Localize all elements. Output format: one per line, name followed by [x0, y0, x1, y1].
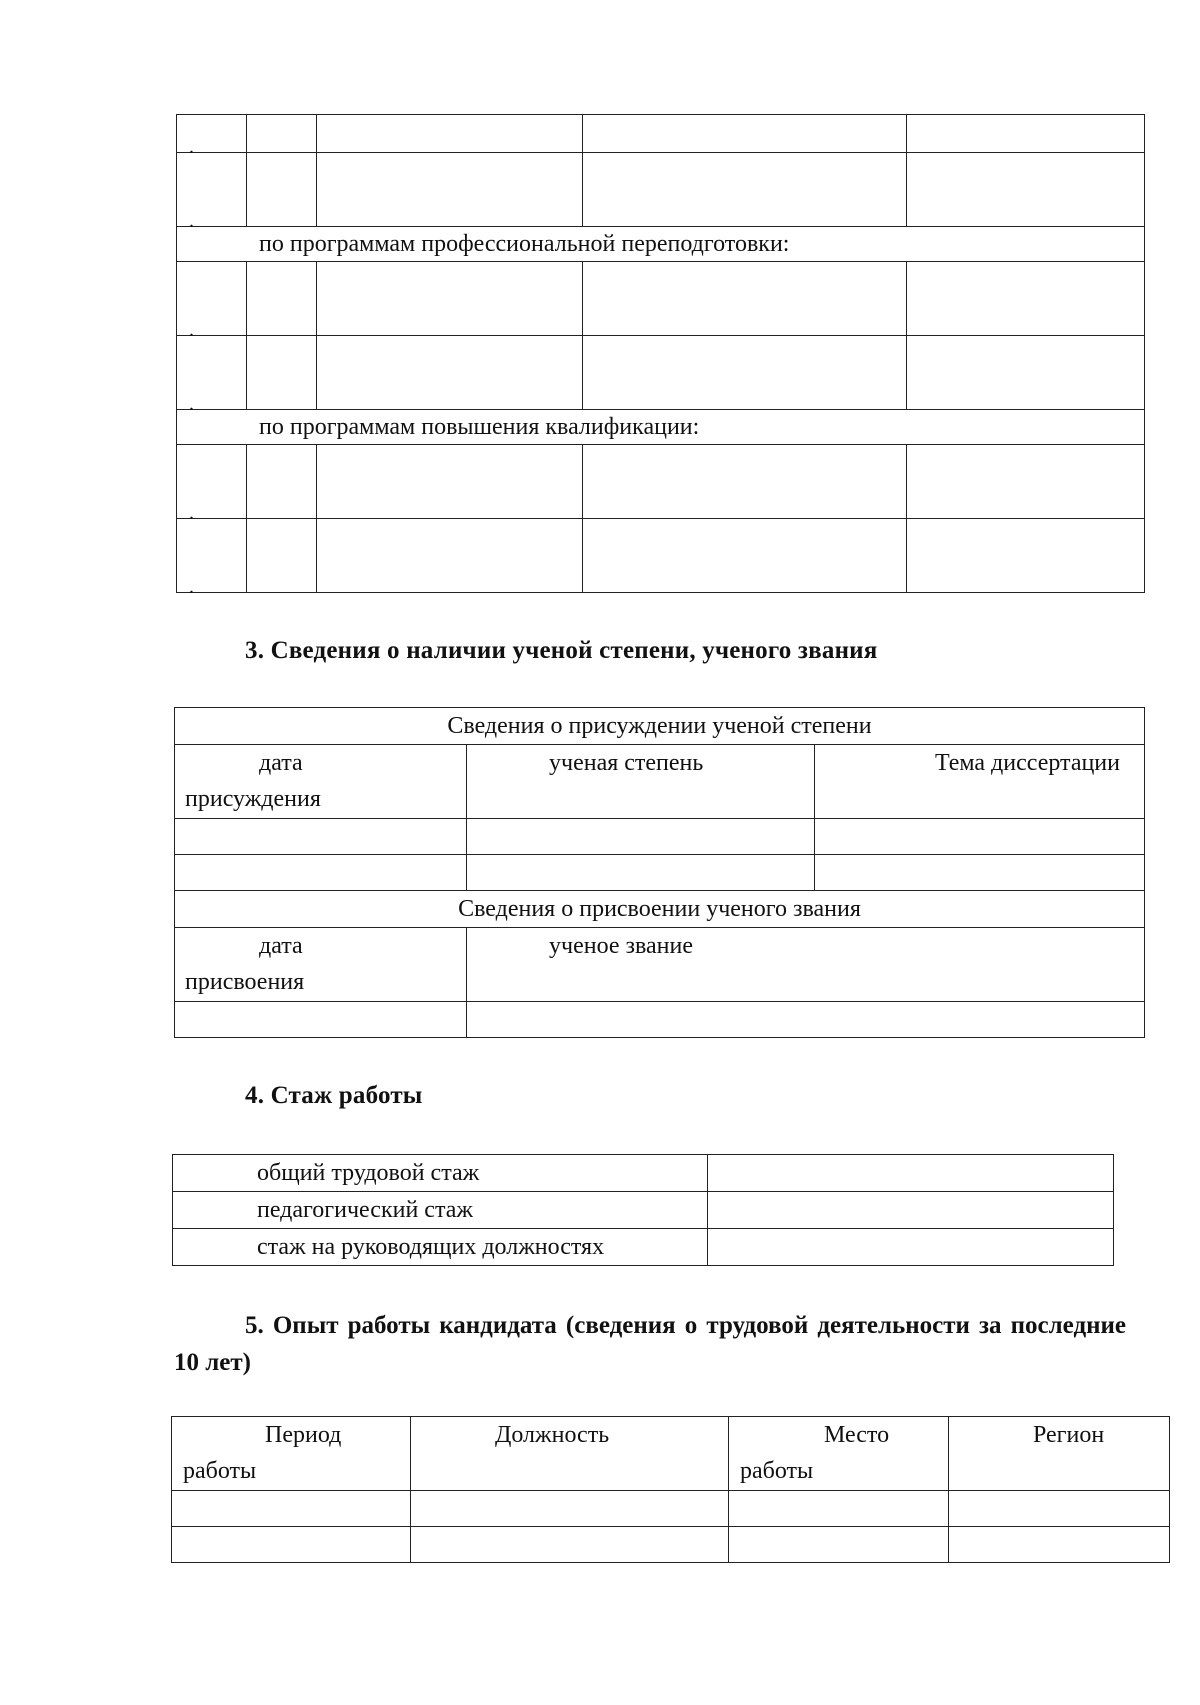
table-row [173, 1229, 1114, 1266]
column-header-region [949, 1417, 1170, 1491]
table-cell [907, 336, 1145, 410]
table-cell [247, 336, 317, 410]
table-row [177, 115, 1145, 153]
table-cell [583, 519, 907, 593]
table-cell [411, 1527, 729, 1563]
table-cell [949, 1491, 1170, 1527]
table-cell [583, 445, 907, 519]
table-row [172, 1527, 1170, 1563]
table-cell [583, 153, 907, 227]
row-number-cell: . [177, 153, 247, 227]
table-row [177, 519, 1145, 593]
column-header-label: Место работы [740, 1422, 890, 1484]
row-label-management-experience: стаж на руководящих должностях [173, 1229, 708, 1266]
table-row [175, 708, 1145, 745]
table-cell [247, 445, 317, 519]
table-cell [317, 336, 583, 410]
table-row [175, 928, 1145, 1002]
table-cell [411, 1491, 729, 1527]
table-row [177, 336, 1145, 410]
table-cell [729, 1491, 949, 1527]
employment-history-table [171, 1416, 1170, 1563]
section-label-qualification: по программам повышения квалификации: [177, 410, 1145, 445]
table-row [172, 1491, 1170, 1527]
table-cell [317, 445, 583, 519]
column-header-workplace [729, 1417, 949, 1491]
table-cell [467, 819, 815, 855]
table-row [173, 1155, 1114, 1192]
table-row [177, 153, 1145, 227]
column-header-label: Период работы [183, 1422, 342, 1484]
table-row [175, 891, 1145, 928]
table-cell [907, 445, 1145, 519]
academic-degree-table [174, 707, 1145, 1038]
table-cell [172, 1527, 411, 1563]
table-cell [708, 1229, 1114, 1266]
row-number-cell: . [177, 519, 247, 593]
column-header-conferral-date [175, 928, 467, 1002]
work-experience-table [172, 1154, 1114, 1266]
row-number-cell: . [177, 336, 247, 410]
section-5-title: 5. Опыт работы кандидата (сведения о трудовой деятельности за последние 10 лет) [174, 1312, 1126, 1376]
table-row [175, 855, 1145, 891]
title-header: Сведения о присвоении ученого звания [175, 891, 1145, 928]
section-row [177, 410, 1145, 445]
table-cell [729, 1527, 949, 1563]
table-cell [175, 1002, 467, 1038]
table-cell [467, 1002, 1145, 1038]
table-cell [815, 819, 1145, 855]
education-table [176, 114, 1145, 598]
column-header-degree [467, 745, 815, 819]
table-cell [247, 115, 317, 153]
column-header-label: Регион [1033, 1422, 1105, 1448]
table-row [175, 745, 1145, 819]
column-header-label: дата присвоения [185, 933, 305, 995]
table-cell [907, 519, 1145, 593]
table-cell [949, 1527, 1170, 1563]
table-row [172, 1417, 1170, 1491]
column-header-label: ученая степень [549, 750, 704, 776]
table-cell [317, 153, 583, 227]
section-3-title: 3. Сведения о наличии ученой степени, ученого звания [245, 637, 878, 664]
column-header-position [411, 1417, 729, 1491]
table-cell [317, 262, 583, 336]
table-row [177, 445, 1145, 519]
table-row [175, 1002, 1145, 1038]
table-cell [907, 262, 1145, 336]
degree-header: Сведения о присуждении ученой степени [175, 708, 1145, 745]
row-number-cell: . [177, 115, 247, 153]
table-cell [247, 262, 317, 336]
table-row [175, 819, 1145, 855]
column-header-label: Тема диссертации [934, 750, 1120, 776]
column-header-label: дата присуждения [185, 750, 321, 812]
section-label-retraining: по программам профессиональной переподготовки: [177, 227, 1145, 262]
table-cell [317, 115, 583, 153]
table-cell [708, 1192, 1114, 1229]
column-header-award-date [175, 745, 467, 819]
table-cell [815, 855, 1145, 891]
column-header-period [172, 1417, 411, 1491]
table-row [177, 262, 1145, 336]
table-cell [583, 262, 907, 336]
table-cell [708, 1155, 1114, 1192]
row-number-cell: . [177, 262, 247, 336]
section-4-title: 4. Стаж работы [245, 1082, 423, 1109]
table-cell [175, 855, 467, 891]
table-cell [247, 519, 317, 593]
section-row [177, 227, 1145, 262]
table-cell [172, 1491, 411, 1527]
column-header-dissertation [815, 745, 1145, 819]
table-cell [175, 819, 467, 855]
table-cell [907, 153, 1145, 227]
column-header-academic-title [467, 928, 1145, 1002]
table-cell [583, 336, 907, 410]
row-label-total-experience: общий трудовой стаж [173, 1155, 708, 1192]
row-label-teaching-experience: педагогический стаж [173, 1192, 708, 1229]
table-cell [317, 519, 583, 593]
table-cell [467, 855, 815, 891]
table-cell [907, 115, 1145, 153]
table-cell [247, 153, 317, 227]
column-header-label: ученое звание [549, 933, 693, 959]
row-number-cell: . [177, 445, 247, 519]
table-cell [583, 115, 907, 153]
table-row [173, 1192, 1114, 1229]
column-header-label: Должность [495, 1422, 610, 1448]
